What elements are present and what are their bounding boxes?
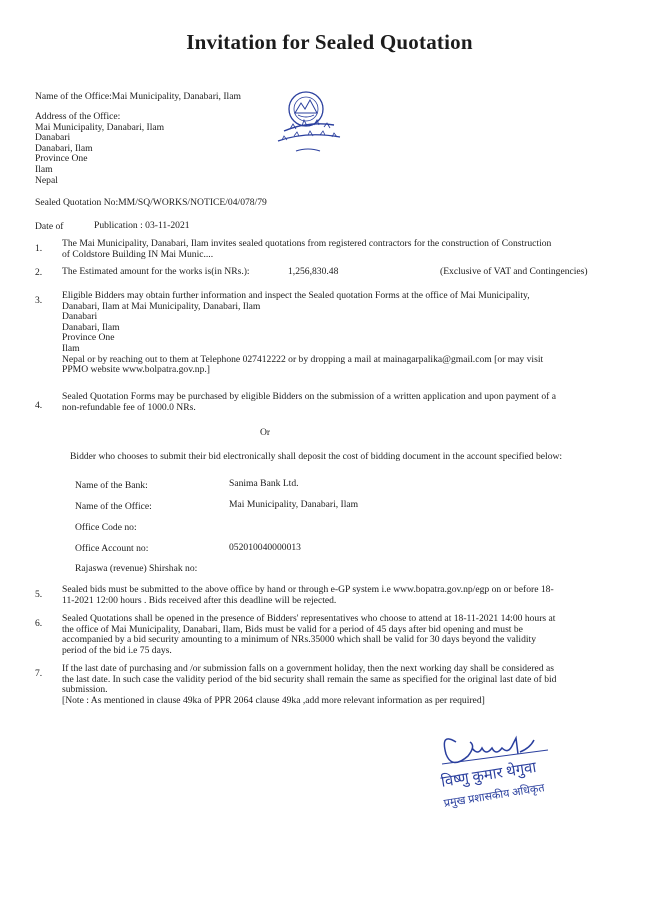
bank-name-value: Sanima Bank Ltd. xyxy=(229,478,299,489)
address-line: Danabari xyxy=(35,132,71,144)
address-line: Province One xyxy=(35,153,88,165)
bank-office-value: Mai Municipality, Danabari, Ilam xyxy=(229,499,359,510)
item-number: 6. xyxy=(35,618,43,629)
municipality-seal-icon xyxy=(268,85,358,175)
quotation-number: Sealed Quotation No:MM/SQ/WORKS/NOTICE/04/078/79 xyxy=(35,197,267,208)
address-line: Nepal xyxy=(35,174,58,186)
date-of-label: Date of xyxy=(35,221,64,232)
publication-date: Publication : 03-11-2021 xyxy=(94,220,190,231)
office-code-label: Office Code no: xyxy=(75,522,137,533)
item-4-text: Sealed Quotation Forms may be purchased by eligible Bidders on the submission of a written application and upon payment of a non-refundable fee of 1000.0 NRs. xyxy=(62,391,556,413)
item-3-text: Eligible Bidders may obtain further information and inspect the Sealed quotation Forms at the office of Mai Municipality, Danabari, Ilam at Mai Municipality, Danabari, Ilam Danabari Danabari, Ilam Province One Ilam Nepal or by reaching out to them at Telephone 027412222 or by dropping a mail at mainagarpalika@gmail.com [or may visit PPMO website www.bolpatra.gov.np.] xyxy=(62,290,544,376)
bank-name-label: Name of the Bank: xyxy=(75,480,148,491)
item-number: 3. xyxy=(35,295,43,306)
office-address xyxy=(35,112,164,186)
item-7-text: If the last date of purchasing and /or submission falls on a government holiday, then the next working day shall be considered as the last date. In such case the validity period of the bid security shall remain the same as specified for the original last date of bid submission. [Note : As mentioned in clause 49ka of PPR 2064 clause 49ka ,add more relevant information as per required] xyxy=(62,663,557,706)
address-label: Address of the Office: xyxy=(35,111,121,122)
signatory-name: विष्णु कुमार थेगुवा xyxy=(440,759,538,791)
electronic-bid-text: Bidder who chooses to submit their bid electronically shall deposit the cost of bidding document in the account specified below: xyxy=(70,451,563,462)
item-number: 7. xyxy=(35,668,43,679)
signatory-title: प्रमुख प्रशासकीय अधिकृत xyxy=(443,782,546,810)
item-number: 5. xyxy=(35,589,43,600)
item-1-text: The Mai Municipality, Danabari, Ilam invites sealed quotations from registered contractors for the construction of Construction of Coldstore Building IN Mai Munic.... xyxy=(62,238,552,260)
document-title: Invitation for Sealed Quotation xyxy=(186,30,473,54)
item-number: 4. xyxy=(35,400,43,411)
rajaswa-label: Rajaswa (revenue) Shirshak no: xyxy=(75,563,198,574)
office-account-value: 052010040000013 xyxy=(229,542,301,553)
or-separator: Or xyxy=(260,427,271,438)
item-5-text: Sealed bids must be submitted to the above office by hand or through e-GP system i.e www.bopatra.gov.np/egp on or before 18- 11-2021 12:00 hours . Bids received after this deadline will be rejected. xyxy=(62,584,554,606)
item-number: 1. xyxy=(35,243,43,254)
address-line: Danabari, Ilam xyxy=(35,142,93,154)
address-line: Ilam xyxy=(35,163,53,175)
address-line: Mai Municipality, Danabari, Ilam xyxy=(35,121,165,133)
office-name: Name of the Office:Mai Municipality, Danabari, Ilam xyxy=(35,91,241,102)
estimated-amount-note: (Exclusive of VAT and Contingencies) xyxy=(440,266,588,277)
office-account-label: Office Account no: xyxy=(75,543,149,554)
item-6-text: Sealed Quotations shall be opened in the presence of Bidders' representatives who choose to attend at 18-11-2021 14:00 hours at the office of Mai Municipality, Danabari, Ilam, Bids must be valid for a period of 45 days after bid opening and must be accompanied by a bid security amounting to a minimum of NRs.35000 which shall be valid for 30 days beyond the validity period of the bid i.e 75 days. xyxy=(62,613,556,656)
item-number: 2. xyxy=(35,267,43,278)
estimated-amount-value: 1,256,830.48 xyxy=(288,266,339,277)
estimated-amount-label: The Estimated amount for the works is(in NRs.): xyxy=(62,266,250,277)
bank-office-label: Name of the Office: xyxy=(75,501,152,512)
